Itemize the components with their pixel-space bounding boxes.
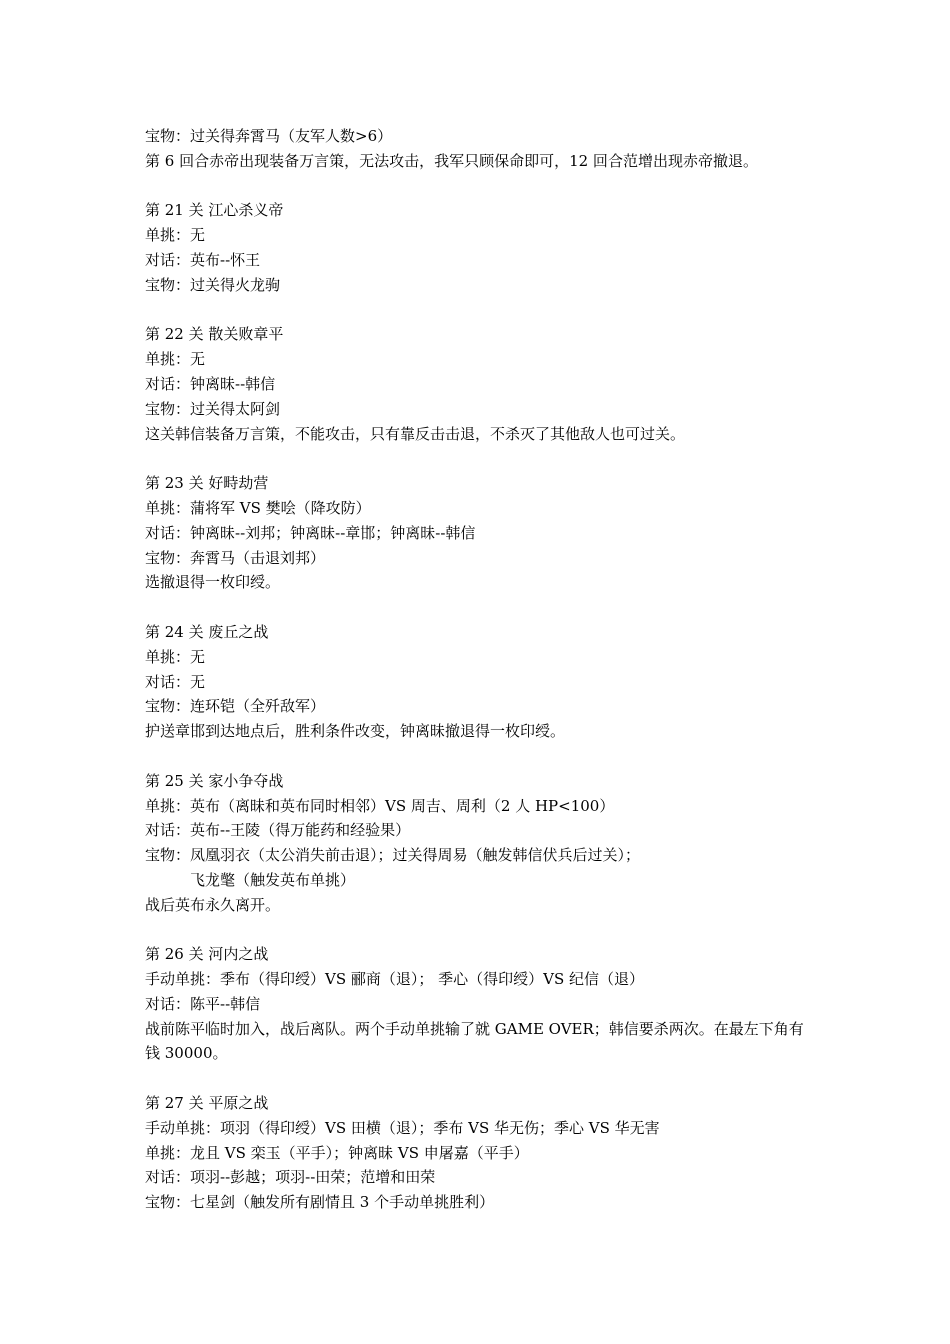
text-line: 对话：英布--怀王 (145, 250, 261, 269)
text-line: 单挑：无 (145, 226, 206, 245)
blank-line (145, 744, 815, 769)
text-line: 宝物：过关得奔霄马（友军人数>6） (145, 127, 393, 145)
text-line: 手动单挑：项羽（得印绶）VS 田横（退）；季布 VS 华无伤；季心 VS 华无害 (145, 1118, 660, 1137)
blank-line (145, 1066, 815, 1091)
text-line: 对话：项羽--彭越；项羽--田荣；范增和田荣 (145, 1168, 436, 1187)
text-line: 对话：钟离昧--刘邦；钟离昧--章邯；钟离昧--韩信 (145, 523, 476, 542)
text-line: 护送章邯到达地点后，胜利条件改变，钟离昧撤退得一枚印绶。 (145, 722, 566, 741)
text-line: 单挑：无 (145, 350, 206, 369)
text-line: 宝物：连环铠（全歼敌军） (145, 697, 326, 716)
text-line: 对话：英布--王陵（得万能药和经验果） (145, 821, 411, 840)
section-heading: 第 25 关 家小争夺战 (145, 771, 284, 790)
document-body (145, 124, 815, 1215)
section-heading: 第 22 关 散关败章平 (145, 325, 284, 344)
text-line: 第 6 回合赤帝出现装备万言策，无法攻击，我军只顾保命即可，12 回合范增出现赤帝撤退。 (145, 151, 758, 170)
text-line-indented: 飞龙氅（触发英布单挑） (190, 870, 356, 889)
text-line: 这关韩信装备万言策，不能攻击，只有靠反击击退，不杀灭了其他敌人也可过关。 (145, 424, 686, 443)
text-line: 对话：无 (145, 672, 206, 691)
text-line: 选撤退得一枚印绶。 (145, 573, 281, 592)
blank-line (145, 174, 815, 199)
text-line: 对话：陈平--韩信 (145, 994, 261, 1013)
blank-line (145, 918, 815, 943)
blank-line (145, 595, 815, 620)
text-line: 单挑：蒲将军 VS 樊哙（降攻防） (145, 498, 371, 517)
blank-line (145, 298, 815, 323)
text-line: 手动单挑：季布（得印绶）VS 郦商（退）； 季心（得印绶）VS 纪信（退） (145, 970, 645, 989)
text-line: 宝物：过关得太阿剑 (145, 399, 281, 418)
text-line: 宝物：过关得火龙驹 (145, 275, 281, 294)
section-heading: 第 23 关 好畤劫营 (145, 474, 269, 493)
blank-line (145, 446, 815, 471)
text-line: 对话：钟离昧--韩信 (145, 374, 276, 393)
section-heading: 第 21 关 江心杀义帝 (145, 201, 284, 220)
text-line: 宝物：奔霄马（击退刘邦） (145, 548, 326, 567)
text-line: 单挑：英布（离昧和英布同时相邻）VS 周吉、周利（2 人 HP<100） (145, 796, 615, 815)
text-line: 宝物：七星剑（触发所有剧情且 3 个手动单挑胜利） (145, 1193, 495, 1212)
section-heading: 第 24 关 废丘之战 (145, 622, 269, 641)
text-line: 宝物：凤凰羽衣（太公消失前击退）；过关得周易（触发韩信伏兵后过关）； (145, 846, 641, 865)
text-line: 单挑：龙且 VS 栾玉（平手）；钟离昧 VS 申屠嘉（平手） (145, 1143, 529, 1162)
text-line: 战后英布永久离开。 (145, 895, 281, 914)
section-heading: 第 26 关 河内之战 (145, 945, 269, 964)
section-heading: 第 27 关 平原之战 (145, 1094, 269, 1113)
text-paragraph: 战前陈平临时加入，战后离队。两个手动单挑输了就 GAME OVER；韩信要杀两次。在最左下角有钱 30000。 (145, 1019, 804, 1063)
text-line: 单挑：无 (145, 647, 206, 666)
